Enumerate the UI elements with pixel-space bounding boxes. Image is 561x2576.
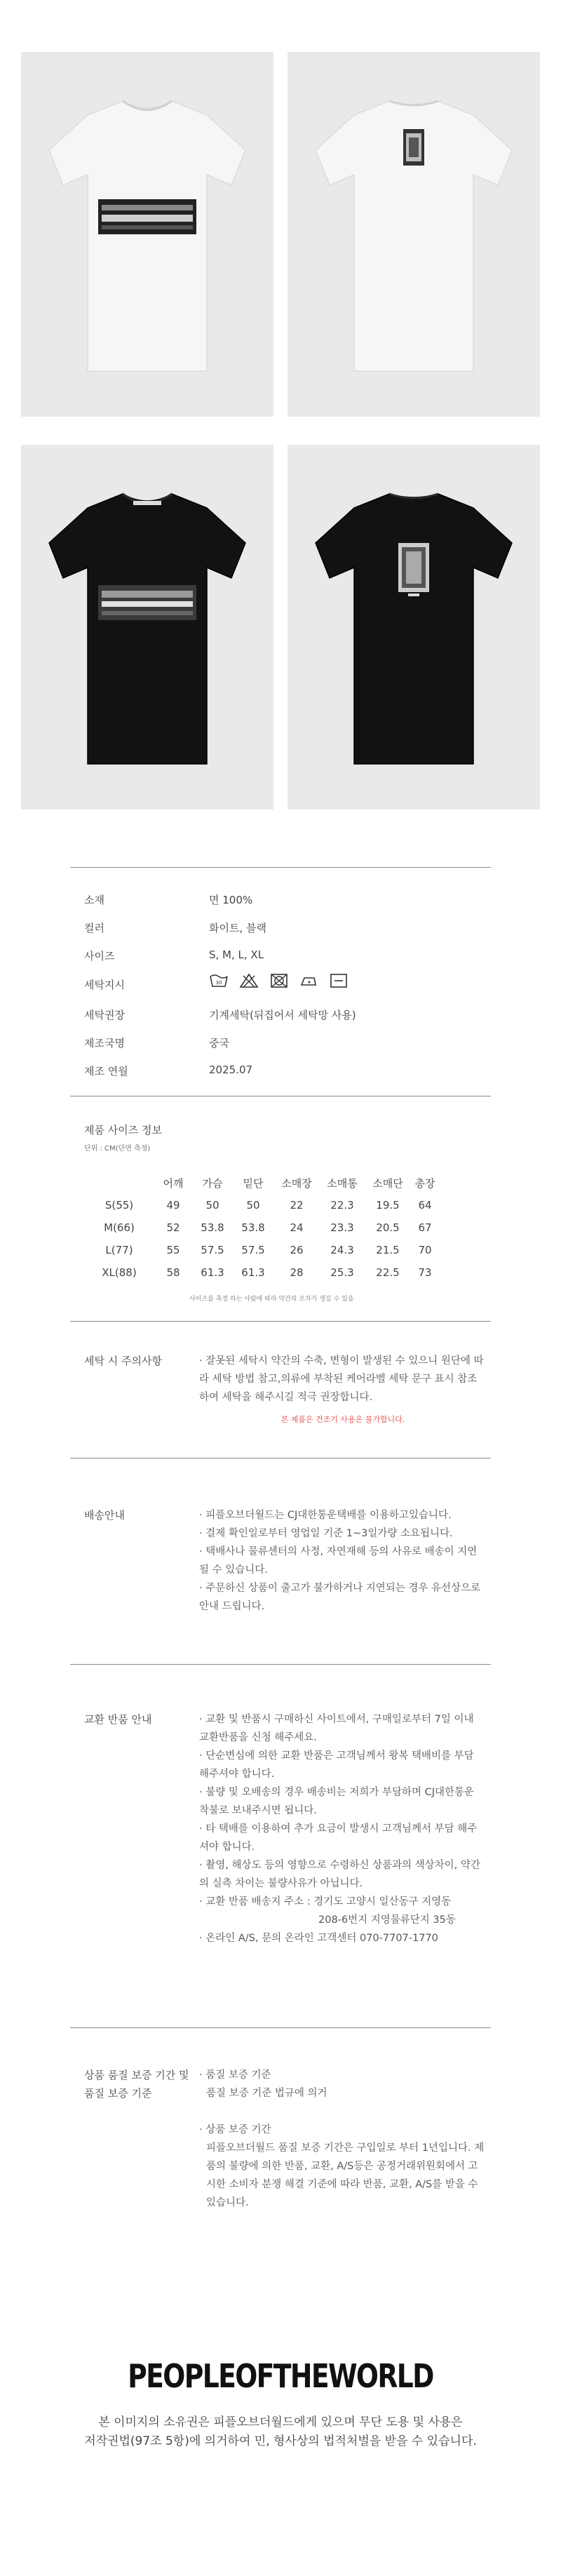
- size-cell: 61.3: [241, 1266, 265, 1279]
- shipping-item: · 주문하신 상품이 출고가 불가하거나 지연되는 경우 유선상으로 안내 드립니다.: [199, 1583, 481, 1612]
- size-cell: 19.5: [376, 1199, 400, 1212]
- size-cell: 20.5: [376, 1221, 400, 1234]
- divider-size-bottom: [70, 1321, 491, 1322]
- copyright-line2: 저작권법(97조 5항)에 의거하여 민, 형사상의 법적처벌을 받을 수 있습니다.: [84, 2434, 477, 2448]
- size-cell: 26: [290, 1244, 304, 1256]
- svg-text:30: 30: [215, 980, 222, 986]
- size-cell: 49: [166, 1199, 180, 1212]
- size-row: [84, 1261, 439, 1284]
- no-bleach-icon: [239, 972, 259, 989]
- warranty-title: [84, 2066, 189, 2102]
- spec-label-color: 컬러: [84, 922, 104, 934]
- shipping-item: · 택배사나 물류센터의 사정, 자연재해 등의 사유로 배송이 지연될 수 있습니다.: [199, 1546, 478, 1576]
- size-cell: 53.8: [241, 1221, 265, 1234]
- size-cell: 67: [418, 1221, 432, 1234]
- washing-body: [199, 1352, 487, 1429]
- size-cell: 22: [290, 1199, 304, 1212]
- size-header: 가슴: [202, 1176, 223, 1190]
- exchange-item: · 단순변심에 의한 교환 반품은 고객님께서 왕복 택배비를 부담 해주셔야 합니다.: [199, 1750, 474, 1780]
- size-cell: 50: [205, 1199, 219, 1212]
- size-row: [84, 1239, 439, 1261]
- care-icons: [209, 972, 356, 989]
- photo-black-front: [21, 445, 273, 810]
- size-chart-note: 사이즈를 측정 하는 사람에 따라 약간의 오차가 생길 수 있음: [189, 1296, 354, 1303]
- spec-label-size: 사이즈: [84, 950, 115, 962]
- warranty-standard-body: 품질 보증 기준 법규에 의거: [206, 2088, 327, 2099]
- wash-30-icon: [209, 972, 229, 989]
- spec-label-country: 제조국명: [84, 1037, 125, 1049]
- tshirt-black-back: [288, 445, 540, 810]
- size-header: 소매통: [327, 1176, 358, 1190]
- divider-exchange-bottom: [70, 2027, 491, 2028]
- size-row: [84, 1216, 439, 1239]
- size-chart-title: 제품 사이즈 정보: [84, 1124, 162, 1136]
- tshirt-white-back: [288, 52, 540, 417]
- divider-shipping-bottom: [70, 1664, 491, 1665]
- size-header: 어깨: [163, 1176, 184, 1190]
- exchange-title: 교환 반품 안내: [84, 1713, 152, 1726]
- size-cell: 50: [246, 1199, 260, 1212]
- size-cell: 53.8: [201, 1221, 224, 1234]
- photo-white-front: [21, 52, 273, 417]
- size-table-header: [84, 1172, 439, 1194]
- spec-value-color: 화이트, 블랙: [209, 922, 266, 934]
- no-tumble-dry-icon: [269, 972, 289, 989]
- spec-value-manufacture-date: 2025.07: [209, 1064, 253, 1076]
- photo-black-back: [288, 445, 540, 810]
- size-label: M(66): [104, 1221, 135, 1234]
- size-cell: 24: [290, 1221, 304, 1234]
- spec-label-manufacture-date: 제조 연월: [84, 1065, 128, 1078]
- size-chart-unit: 단위 : CM(단면 측정): [84, 1145, 151, 1153]
- spec-label-material: 소재: [84, 894, 104, 906]
- copyright-notice: [70, 2413, 491, 2451]
- size-cell: 21.5: [376, 1244, 400, 1256]
- return-address: · 교환 반품 배송지 주소 : 경기도 고양시 일산동구 지영동: [199, 1896, 452, 1907]
- dry-flat-icon: [329, 972, 349, 989]
- size-cell: 28: [290, 1266, 304, 1279]
- warranty-standard-head: · 품질 보증 기준: [199, 2069, 271, 2081]
- size-cell: 25.3: [330, 1266, 354, 1279]
- size-cell: 73: [418, 1266, 432, 1279]
- size-cell: 23.3: [330, 1221, 354, 1234]
- exchange-item: · 타 택배를 이용하여 추가 요금이 발생시 고객님께서 부담 해주셔야 합니다.: [199, 1823, 478, 1853]
- copyright-line1: 본 이미지의 소유권은 피플오브더월드에게 있으며 무단 도용 및 사용은: [98, 2415, 463, 2429]
- washing-text: · 잘못된 세탁시 약간의 수축, 변형이 발생된 수 있으니 원단에 따라 세탁 방법 참고,의류에 부착된 케어라벨 세탁 문구 표시 참조하여 세탁을 해주시길 적극 권장합니다.: [199, 1355, 484, 1403]
- shipping-body: [199, 1506, 487, 1616]
- size-cell: 61.3: [201, 1266, 224, 1279]
- size-cell: 24.3: [330, 1244, 354, 1256]
- return-address-line2: 208-6번지 지영물류단지 35동: [318, 1914, 456, 1926]
- size-header: 소매장: [281, 1176, 312, 1190]
- size-header: 밑단: [243, 1176, 264, 1190]
- warranty-title-line2: 품질 보증 기준: [84, 2087, 152, 2100]
- spec-label-care: 세탁지시: [84, 979, 125, 991]
- exchange-item: · 불량 및 오배송의 경우 배송비는 저희가 부담하며 CJ대한통운 착불로 보내주시면 됩니다.: [199, 1787, 475, 1816]
- size-header: 총장: [414, 1176, 435, 1190]
- size-row: [84, 1194, 439, 1216]
- brand-logo: PEOPLEOFTHEWORLD: [128, 2357, 433, 2395]
- spec-label-wash-recommend: 세탁권장: [84, 1009, 125, 1021]
- warranty-title-line1: 상품 품질 보증 기간 및: [84, 2069, 189, 2081]
- size-cell: 64: [418, 1199, 432, 1212]
- photo-white-back: [288, 52, 540, 417]
- shipping-item: · 피플오브더월드는 CJ대한통운택배를 이용하고있습니다.: [199, 1510, 452, 1521]
- spec-value-country: 중국: [209, 1037, 229, 1049]
- size-table: [84, 1172, 439, 1284]
- washing-title: 세탁 시 주의사항: [84, 1355, 162, 1367]
- size-header: 소매단: [372, 1176, 403, 1190]
- warranty-body: [199, 2066, 487, 2212]
- tshirt-white-front: [21, 52, 273, 417]
- size-label: L(77): [105, 1244, 133, 1256]
- size-label: XL(88): [102, 1266, 137, 1279]
- washing-note: 본 제품은 건조기 사용은 불가합니다.: [280, 1415, 405, 1424]
- size-cell: 57.5: [201, 1244, 224, 1256]
- shipping-title: 배송안내: [84, 1509, 125, 1522]
- exchange-item: · 교환 및 반품시 구매하신 사이트에서, 구매일로부터 7일 이내 교환반품을 신청 해주세요.: [199, 1714, 474, 1743]
- size-cell: 58: [166, 1266, 180, 1279]
- size-cell: 22.5: [376, 1266, 400, 1279]
- customer-center-contact: · 온라인 A/S, 문의 온라인 고객센터 070-7707-1770: [199, 1933, 438, 1944]
- warranty-period-head: · 상품 보증 기간: [199, 2124, 271, 2135]
- exchange-body: [199, 1710, 487, 1947]
- spec-value-size: S, M, L, XL: [209, 948, 264, 961]
- exchange-item: · 촬영, 해상도 등의 영향으로 수령하신 상품과의 색상차이, 약간의 실측 차이는 불량사유가 아닙니다.: [199, 1860, 480, 1889]
- tshirt-black-front: [21, 445, 273, 810]
- warranty-period-body: 피플오브더월드 품질 보증 기간은 구입일로 부터 1년입니다. 제품의 불량에 의한 반품, 교환, A/S등은 공정거래위원회에서 고시한 소비자 분쟁 해결 기준에 따라 반품, 교환, A/S를 받을 수 있습니다.: [206, 2142, 485, 2208]
- spec-value-wash-recommend: 기계세탁(뒤집어서 세탁망 사용): [209, 1009, 356, 1021]
- size-label: S(55): [104, 1199, 134, 1212]
- size-cell: 70: [418, 1244, 432, 1256]
- size-cell: 52: [166, 1221, 180, 1234]
- size-cell: 22.3: [330, 1199, 354, 1212]
- iron-low-icon: [299, 972, 318, 989]
- size-cell: 57.5: [241, 1244, 265, 1256]
- spec-value-material: 면 100%: [209, 894, 253, 906]
- divider-specs-top: [70, 867, 491, 868]
- size-cell: 55: [166, 1244, 180, 1256]
- shipping-item: · 결제 확인일로부터 영업일 기준 1~3일가량 소요됩니다.: [199, 1528, 453, 1539]
